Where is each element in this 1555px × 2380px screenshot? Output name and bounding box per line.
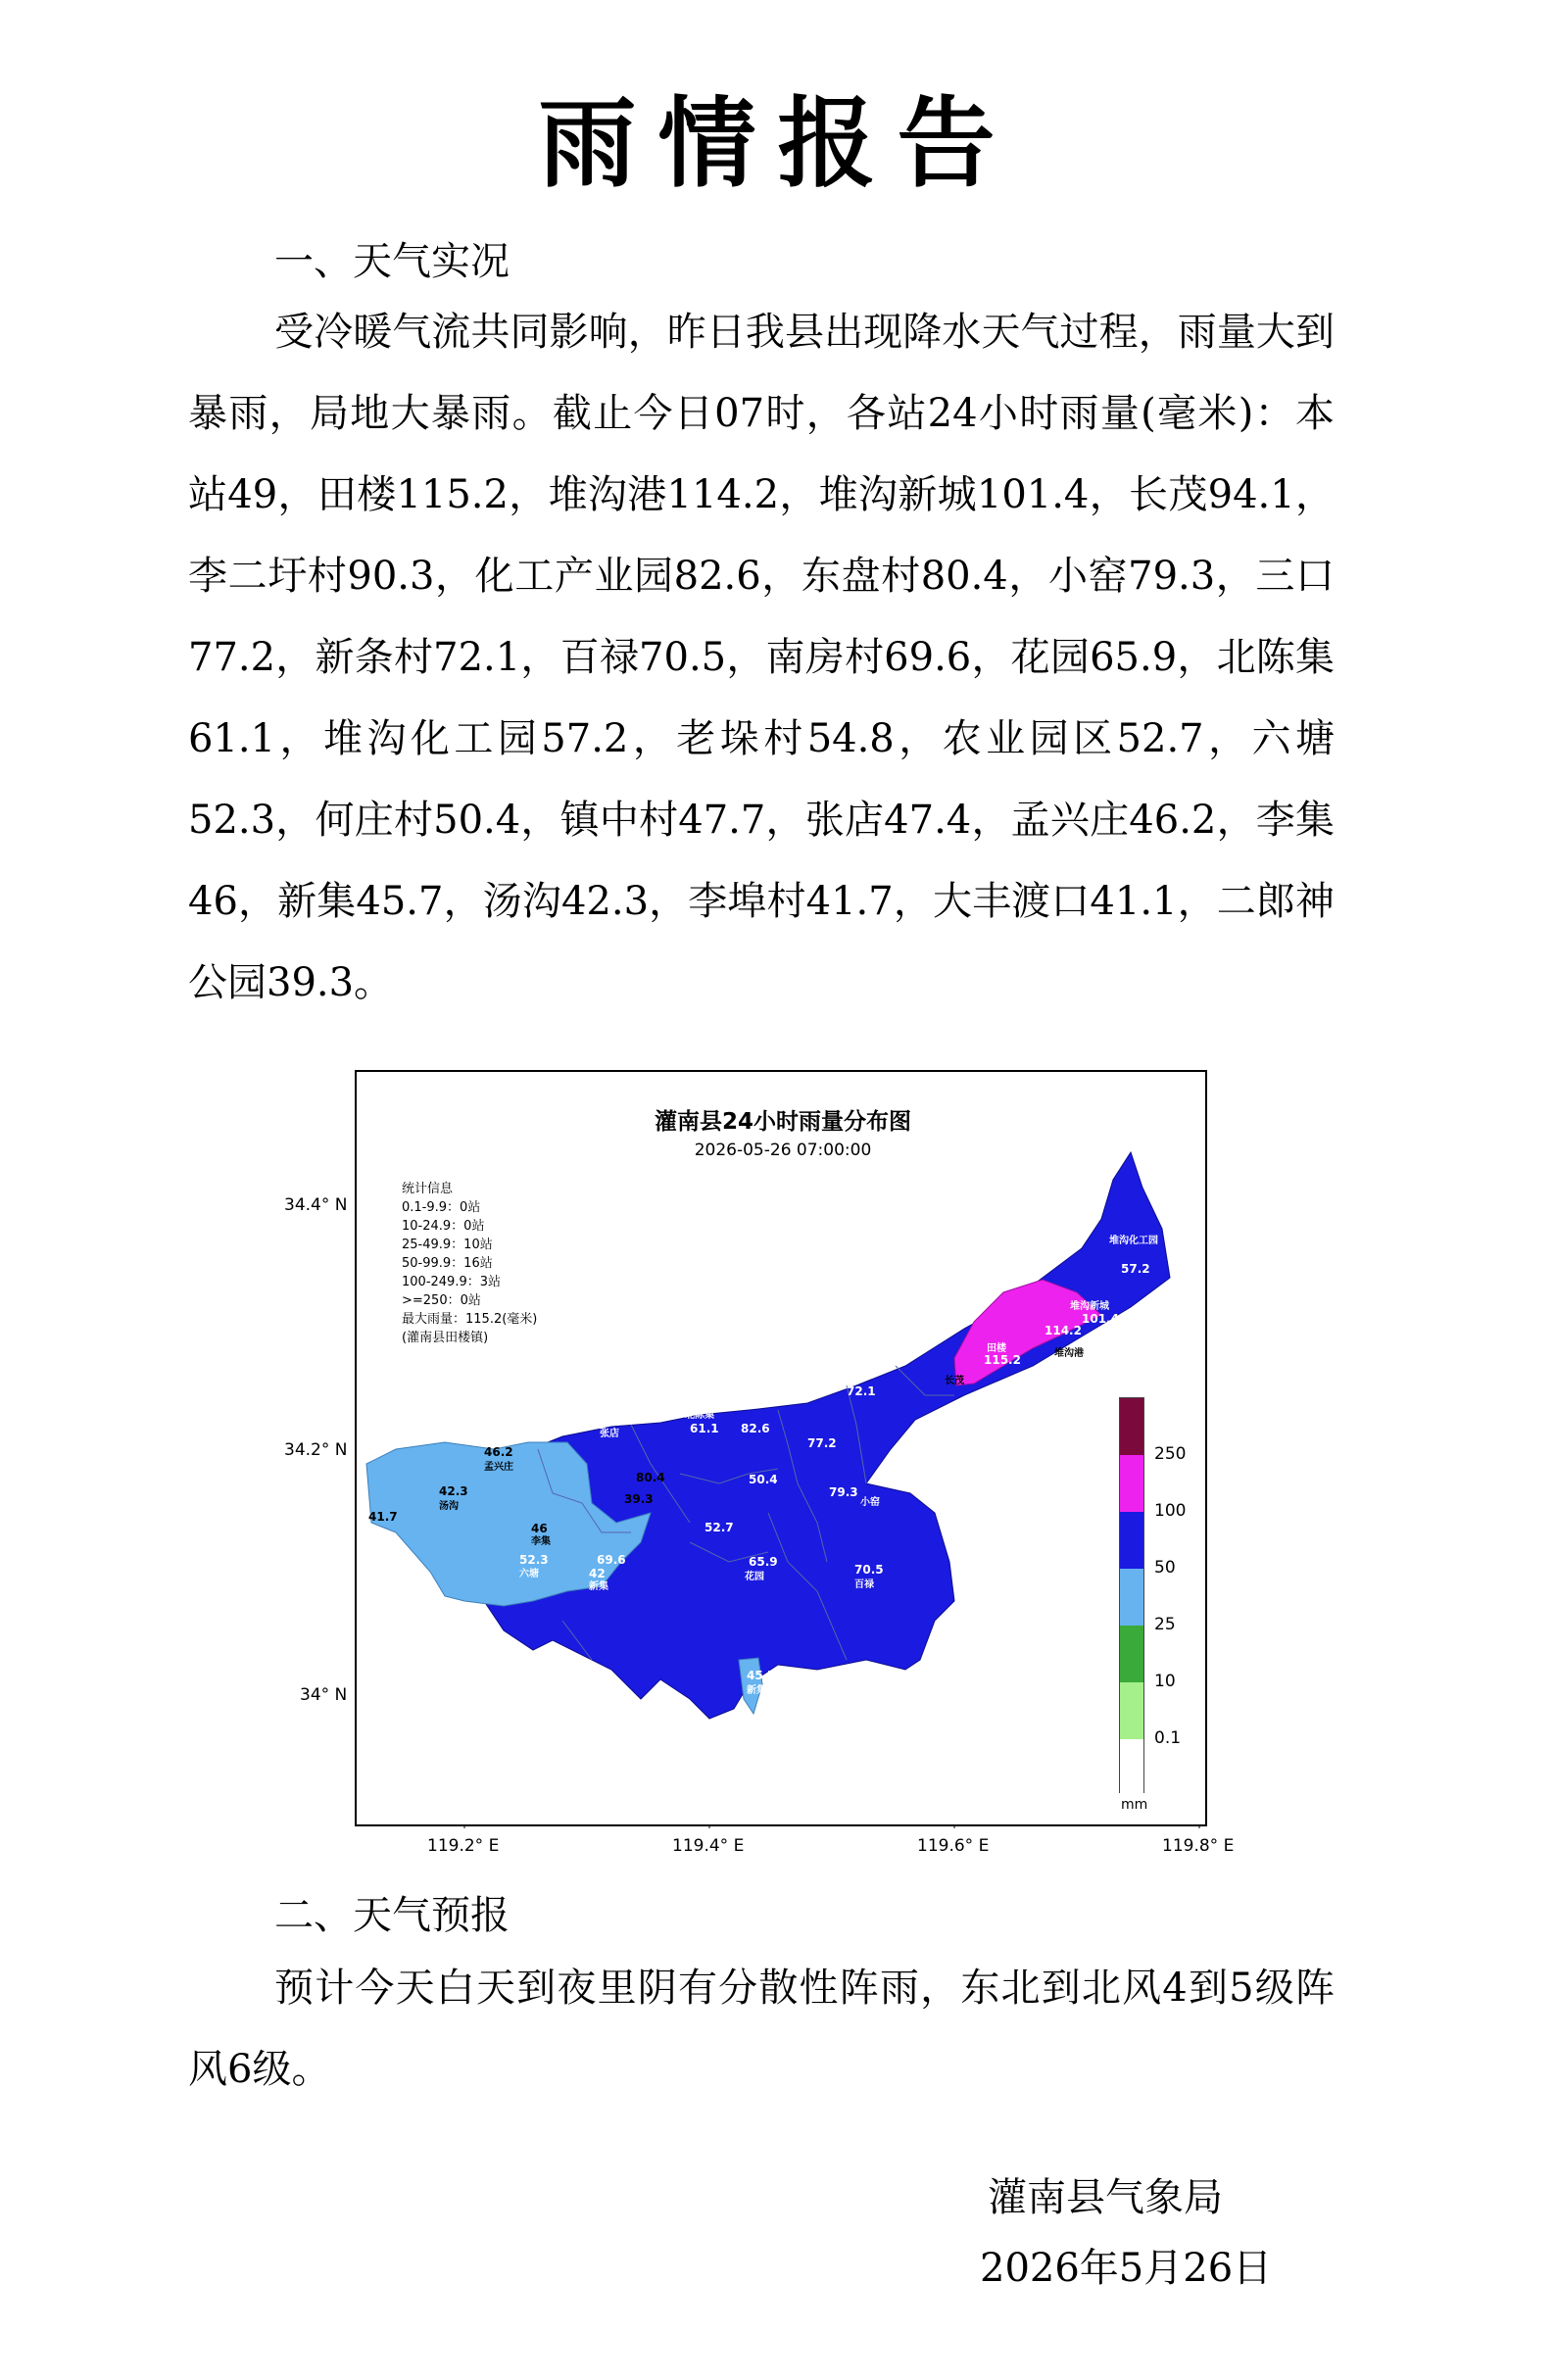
- station-value: 69.6: [597, 1553, 626, 1567]
- station-value: 42.3: [439, 1484, 468, 1498]
- issue-date: 2026年5月26日: [980, 2246, 1273, 2291]
- station-name: 汤沟: [439, 1501, 459, 1512]
- section-heading-observation: 一、天气实况: [274, 239, 510, 284]
- station-name: 孟兴庄: [484, 1462, 513, 1473]
- station-value: 70.5: [854, 1563, 884, 1577]
- lat-label: 34° N: [300, 1685, 348, 1705]
- legend-swatch: [1120, 1398, 1143, 1455]
- legend-swatch: [1120, 1739, 1143, 1794]
- station-name: 六塘: [519, 1569, 539, 1579]
- station-value: 61.1: [690, 1422, 719, 1435]
- station-name: 张店: [600, 1429, 619, 1439]
- station-name: 百禄: [854, 1579, 874, 1590]
- station-value: 65.9: [749, 1555, 778, 1569]
- legend-swatch: [1120, 1569, 1143, 1626]
- station-value: 46: [531, 1522, 548, 1535]
- station-value: 101.4: [1082, 1312, 1119, 1326]
- legend-swatch: [1120, 1455, 1143, 1512]
- legend-label: 100: [1154, 1501, 1187, 1521]
- station-name: 北陈集: [685, 1410, 714, 1421]
- stats-line: 100-249.9：3站: [402, 1275, 501, 1289]
- stats-line: 50-99.9：16站: [402, 1256, 493, 1271]
- lat-label: 34.4° N: [284, 1195, 348, 1215]
- legend-colorbar: [1119, 1397, 1144, 1793]
- legend-swatch: [1120, 1682, 1143, 1739]
- station-value: 52.3: [519, 1553, 549, 1567]
- legend-label: 0.1: [1154, 1728, 1182, 1748]
- stats-line: 统计信息: [402, 1182, 454, 1196]
- station-value: 80.4: [636, 1471, 665, 1484]
- county-rainfall-shape: [357, 1072, 1209, 1828]
- station-name: 堆沟化工园: [1109, 1236, 1158, 1246]
- station-value: 79.3: [829, 1485, 858, 1499]
- station-value: 41.7: [368, 1510, 398, 1524]
- station-value: 77.2: [807, 1436, 837, 1450]
- map-title: 灌南县24小时雨量分布图: [654, 1109, 911, 1135]
- station-name: 田楼: [987, 1343, 1006, 1354]
- legend-label: 250: [1154, 1444, 1187, 1464]
- station-value: 52.7: [705, 1521, 734, 1534]
- stats-line: 0.1-9.9：0站: [402, 1200, 481, 1215]
- station-value: 50.4: [749, 1473, 778, 1486]
- station-value: 57.2: [1121, 1262, 1150, 1276]
- station-value: 47.4: [597, 1412, 626, 1426]
- lon-label: 119.2° E: [427, 1836, 500, 1856]
- stats-line: (灌南县田楼镇): [402, 1331, 489, 1345]
- stats-line: 25-49.9：10站: [402, 1238, 493, 1252]
- station-name: 李集: [531, 1536, 551, 1547]
- lat-label: 34.2° N: [284, 1440, 348, 1460]
- station-name: 新集: [747, 1685, 766, 1696]
- station-name: 堆沟港: [1054, 1348, 1084, 1359]
- page-title: 雨情报告: [538, 86, 1017, 201]
- rainfall-zone-50-100: [474, 1152, 1170, 1719]
- station-value: 115.2: [984, 1353, 1021, 1367]
- station-name: 堆沟新城: [1070, 1301, 1109, 1312]
- legend-label: 25: [1154, 1615, 1176, 1634]
- issuing-organization: 灌南县气象局: [988, 2175, 1223, 2220]
- map-timestamp: 2026-05-26 07:00:00: [694, 1141, 872, 1160]
- station-value: 45.7: [747, 1669, 776, 1682]
- station-value: 72.1: [847, 1384, 876, 1398]
- forecast-paragraph: 预计今天白天到夜里阴有分散性阵雨，东北到北风4到5级阵风6级。: [188, 1966, 1335, 2092]
- section-heading-forecast: 二、天气预报: [274, 1893, 510, 1938]
- station-value: 114.2: [1045, 1324, 1082, 1337]
- legend-swatch: [1120, 1626, 1143, 1682]
- station-name: 小窑: [860, 1497, 880, 1508]
- station-value: 39.3: [624, 1492, 654, 1506]
- station-value: 82.6: [741, 1422, 770, 1435]
- legend-label: 50: [1154, 1558, 1176, 1578]
- station-value: 42: [589, 1567, 606, 1580]
- rainfall-map: [355, 1070, 1207, 1826]
- stats-line: >=250：0站: [402, 1293, 481, 1308]
- observation-paragraph: 受冷暖气流共同影响，昨日我县出现降水天气过程，雨量大到暴雨，局地大暴雨。截止今日07时，各站24小时雨量(毫米)：本站49，田楼115.2，堆沟港114.2，堆沟新城101.4，长茂94.1，李二圩村90.3，化工产业园82.6，东盘村80.4，小窑79.3，三口77.2，新条村72.1，百禄70.5，南房村69.6，花园65.9，北陈集61.1，堆沟化工园57.2，老垛村54.8，农业园区52.7，六塘52.3，何庄村50.4，镇中村47.7，张店47.4，孟兴庄46.2，李集46，新集45.7，汤沟42.3，李埠村41.7，大丰渡口41.1，二郎神公园39.3。: [188, 310, 1335, 1005]
- station-name: 新集: [589, 1581, 608, 1592]
- legend-unit: mm: [1121, 1797, 1148, 1813]
- stats-line: 最大雨量：115.2(毫米): [402, 1312, 538, 1327]
- legend-swatch: [1120, 1512, 1143, 1569]
- lon-label: 119.8° E: [1162, 1836, 1235, 1856]
- station-value: 46.2: [484, 1445, 513, 1459]
- lon-label: 119.4° E: [672, 1836, 745, 1856]
- station-name: 花园: [745, 1572, 764, 1582]
- legend-label: 10: [1154, 1672, 1176, 1691]
- lon-label: 119.6° E: [917, 1836, 990, 1856]
- stats-line: 10-24.9：0站: [402, 1219, 485, 1234]
- station-name: 长茂: [945, 1376, 964, 1386]
